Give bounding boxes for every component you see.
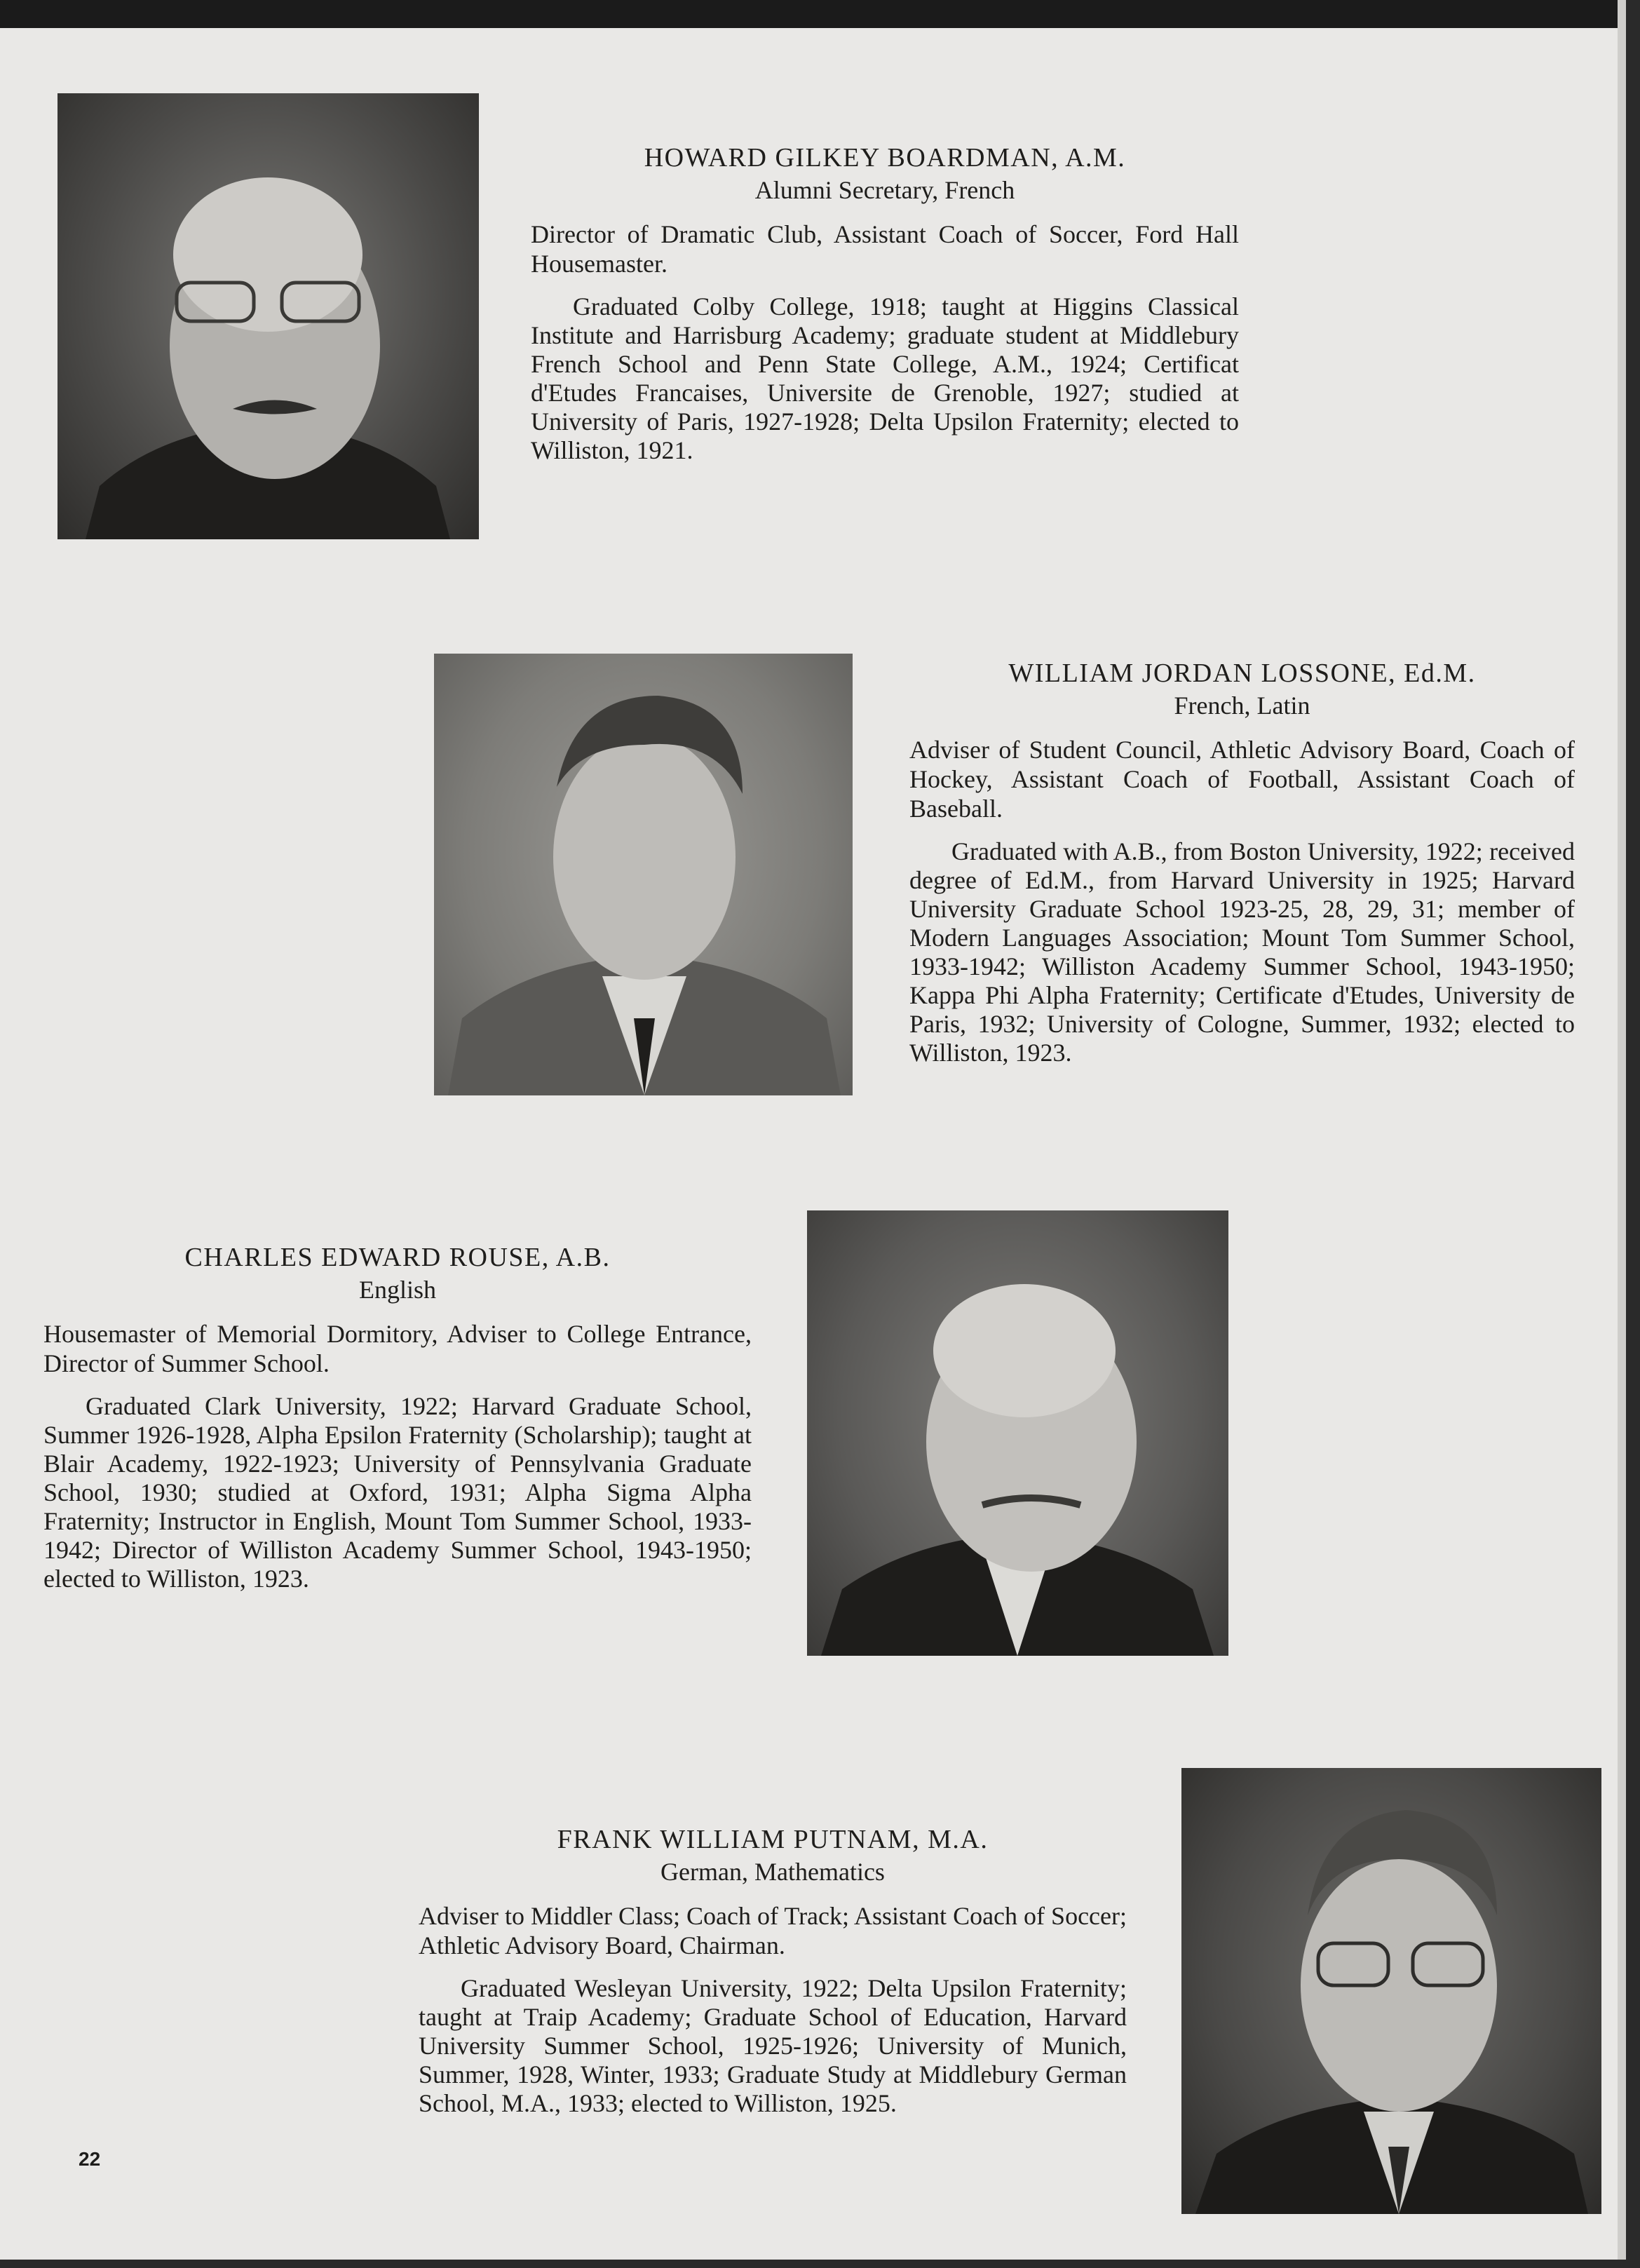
- faculty-name: WILLIAM JORDAN LOSSONE, Ed.M.: [1008, 659, 1476, 688]
- faculty-duties: Director of Dramatic Club, Assistant Coach of Soccer, Ford Hall Housemaster.: [531, 220, 1239, 278]
- portrait-putnam: [1181, 1768, 1601, 2214]
- portrait-lossone-figure: [434, 654, 853, 1095]
- faculty-name: HOWARD GILKEY BOARDMAN, A.M.: [644, 143, 1126, 173]
- faculty-entry-lossone: [909, 658, 1575, 1067]
- portrait-boardman-figure: [57, 93, 479, 539]
- faculty-bio: Graduated Wesleyan University, 1922; Delta Upsilon Fraternity; taught at Traip Academy; Graduate School of Education, Harvard University Summer School, 1925-1926; University of Munich, Summer, 1928, Winter, 1933; Graduate Study at Middlebury German School, M.A., 1933; elected to Williston, 1925.: [419, 1974, 1127, 2117]
- portrait-putnam-figure: [1181, 1768, 1601, 2214]
- faculty-duties: Adviser of Student Council, Athletic Advisory Board, Coach of Hockey, Assistant Coach of Football, Assistant Coach of Baseball.: [909, 736, 1575, 823]
- scan-edge-top: [0, 0, 1640, 28]
- scan-edge-bottom: [0, 2260, 1640, 2268]
- faculty-bio: Graduated with A.B., from Boston University, 1922; received degree of Ed.M., from Harvard University in 1925; Harvard University Graduate School 1923-25, 28, 29, 31; member of Modern Languages Association; Mount Tom Summer School, 1933-1942; Williston Academy Summer School, 1943-1950; Kappa Phi Alpha Fraternity; Certificate d'Etudes, University de Paris, 1932; University of Cologne, Summer, 1932; elected to Williston, 1923.: [909, 837, 1575, 1067]
- faculty-duties: Housemaster of Memorial Dormitory, Adviser to College Entrance, Director of Summer School.: [43, 1320, 752, 1377]
- portrait-rouse-figure: [807, 1210, 1228, 1656]
- portrait-rouse: [807, 1210, 1228, 1656]
- faculty-entry-putnam: [419, 1824, 1127, 2118]
- portrait-lossone: [434, 654, 853, 1095]
- faculty-subject: French, Latin: [1174, 691, 1310, 720]
- faculty-duties: Adviser to Middler Class; Coach of Track; Assistant Coach of Soccer; Athletic Advisory Board, Chairman.: [419, 1902, 1127, 1959]
- scan-edge-right: [1626, 0, 1640, 2268]
- page-gutter: [1618, 0, 1626, 2268]
- faculty-subject: German, Mathematics: [660, 1858, 885, 1886]
- faculty-subject: English: [358, 1276, 436, 1304]
- faculty-bio: Graduated Colby College, 1918; taught at Higgins Classical Institute and Harrisburg Academy; graduate student at Middlebury French School and Penn State College, A.M., 1924; Certificat d'Etudes Francaises, Universite de Grenoble, 1927; studied at University of Paris, 1927-1928; Delta Upsilon Fraternity; elected to Williston, 1921.: [531, 292, 1239, 464]
- faculty-name: FRANK WILLIAM PUTNAM, M.A.: [557, 1825, 989, 1854]
- faculty-bio: Graduated Clark University, 1922; Harvard Graduate School, Summer 1926-1928, Alpha Epsilon Fraternity (Scholarship); taught at Blair Academy, 1922-1923; University of Pennsylvania Graduate School, 1930; studied at Oxford, 1931; Alpha Sigma Alpha Fraternity; Instructor in English, Mount Tom Summer School, 1933-1942; Director of Williston Academy Summer School, 1943-1950; elected to Williston, 1923.: [43, 1392, 752, 1593]
- faculty-name: CHARLES EDWARD ROUSE, A.B.: [184, 1243, 611, 1272]
- page-number: 22: [79, 2148, 101, 2170]
- faculty-entry-rouse: [43, 1242, 752, 1593]
- faculty-entry-boardman: [531, 142, 1239, 465]
- faculty-subject: Alumni Secretary, French: [754, 176, 1015, 204]
- portrait-boardman: [57, 93, 479, 539]
